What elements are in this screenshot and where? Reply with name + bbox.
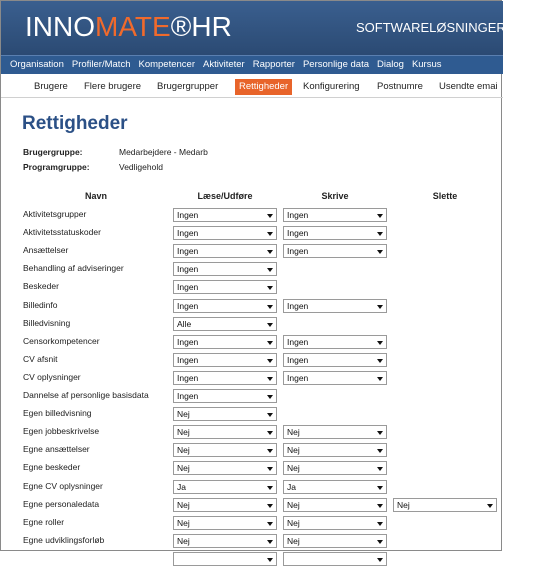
chevron-down-icon [377, 449, 383, 453]
read-permission-select[interactable] [173, 280, 277, 294]
permission-name: Egen jobbeskrivelse [23, 426, 100, 436]
select-value: Ingen [177, 210, 199, 220]
main-nav-item[interactable]: Organisation [10, 59, 64, 70]
write-permission-select[interactable] [283, 534, 387, 548]
main-nav-item[interactable]: Rapporter [252, 59, 295, 70]
chevron-down-icon [267, 232, 273, 236]
chevron-down-icon [377, 232, 383, 236]
select-value: Nej [177, 518, 190, 528]
write-permission-select[interactable] [283, 480, 387, 494]
sub-nav-item[interactable]: Postnumre [377, 81, 423, 92]
select-value: Ja [287, 482, 296, 492]
write-permission-select[interactable] [283, 226, 387, 240]
select-value: Ja [177, 482, 186, 492]
select-value: Ingen [177, 264, 199, 274]
chevron-down-icon [267, 522, 273, 526]
write-permission-select[interactable] [283, 498, 387, 512]
sub-nav-item[interactable]: Brugergrupper [157, 81, 219, 92]
read-permission-select[interactable] [173, 353, 277, 367]
delete-permission-select[interactable] [393, 498, 497, 512]
chevron-down-icon [267, 558, 273, 562]
write-permission-select[interactable] [283, 244, 387, 258]
chevron-down-icon [377, 504, 383, 508]
column-header-write: Skrive [321, 191, 349, 201]
chevron-down-icon [267, 377, 273, 381]
logo-accent-2: ATE [118, 11, 171, 42]
select-value: Ingen [177, 337, 199, 347]
select-value: Nej [287, 463, 300, 473]
permission-name: Egne udviklingsforløb [23, 535, 105, 545]
chevron-down-icon [267, 214, 273, 218]
select-value: Ingen [287, 228, 309, 238]
main-nav-item[interactable]: Aktiviteter [203, 59, 245, 70]
main-nav-item[interactable]: Kursus [411, 59, 442, 70]
select-value: Nej [287, 518, 300, 528]
write-permission-select[interactable] [283, 299, 387, 313]
read-permission-select[interactable] [173, 461, 277, 475]
select-value: Nej [287, 536, 300, 546]
read-permission-select[interactable] [173, 299, 277, 313]
read-permission-select[interactable] [173, 443, 277, 457]
sub-nav [1, 74, 503, 98]
select-value: Nej [177, 427, 190, 437]
select-value: Nej [287, 500, 300, 510]
programgruppe-label: Programgruppe: [23, 162, 90, 172]
read-permission-select[interactable] [173, 407, 277, 421]
read-permission-select[interactable] [173, 262, 277, 276]
chevron-down-icon [267, 540, 273, 544]
permission-name: Egne CV oplysninger [23, 481, 103, 491]
sub-nav-item[interactable]: Usendte emai [439, 81, 498, 92]
read-permission-select[interactable] [173, 317, 277, 331]
select-value: Ingen [287, 301, 309, 311]
chevron-down-icon [377, 341, 383, 345]
select-value: Nej [177, 445, 190, 455]
chevron-down-icon [267, 413, 273, 417]
logo-suffix: ®HR [170, 11, 232, 42]
tagline: SOFTWARELØSNINGER TIL ST [356, 20, 548, 35]
permission-name: Ansættelser [23, 245, 69, 255]
select-value: Nej [287, 427, 300, 437]
read-permission-select[interactable] [173, 425, 277, 439]
write-permission-select[interactable] [283, 461, 387, 475]
chevron-down-icon [377, 467, 383, 471]
read-permission-select[interactable] [173, 516, 277, 530]
write-permission-select[interactable] [283, 353, 387, 367]
header-banner [1, 1, 548, 55]
select-value: Ingen [287, 246, 309, 256]
permission-name: Billedvisning [23, 318, 71, 328]
chevron-down-icon [267, 268, 273, 272]
permission-name: Aktivitetsgrupper [23, 209, 87, 219]
read-permission-select[interactable] [173, 208, 277, 222]
sub-nav-item[interactable]: Flere brugere [84, 81, 142, 92]
write-permission-select[interactable] [283, 335, 387, 349]
brugergruppe-value: Medarbejdere - Medarb [119, 147, 208, 157]
permission-name: Egne personaledata [23, 499, 100, 509]
select-value: Nej [177, 500, 190, 510]
select-value: Ingen [177, 246, 199, 256]
select-value: Ingen [287, 210, 309, 220]
write-permission-select[interactable] [283, 208, 387, 222]
read-permission-select[interactable] [173, 480, 277, 494]
read-permission-select[interactable] [173, 534, 277, 548]
logo [25, 11, 232, 43]
write-permission-select[interactable] [283, 516, 387, 530]
sub-nav-item[interactable]: Rettigheder [235, 79, 292, 95]
permission-name: Egne ansættelser [23, 444, 90, 454]
write-permission-select[interactable] [283, 425, 387, 439]
write-permission-select[interactable] [283, 371, 387, 385]
read-permission-select[interactable] [173, 498, 277, 512]
select-value: Nej [177, 536, 190, 546]
select-value: Alle [177, 319, 192, 329]
select-value: Ingen [177, 228, 199, 238]
main-nav-item[interactable]: Profiler/Match [71, 59, 131, 70]
chevron-down-icon [267, 305, 273, 309]
select-value: Nej [287, 445, 300, 455]
column-header-name: Navn [84, 191, 107, 201]
chevron-down-icon [377, 377, 383, 381]
chevron-down-icon [267, 250, 273, 254]
write-permission-select[interactable] [283, 552, 387, 566]
page-title: Rettigheder [22, 113, 128, 134]
sub-nav-item[interactable]: Konfigurering [303, 81, 360, 92]
chevron-down-icon [377, 305, 383, 309]
main-nav-item[interactable]: Kompetencer [138, 59, 195, 70]
select-value: Nej [177, 463, 190, 473]
chevron-down-icon [267, 449, 273, 453]
permission-name: CV oplysninger [23, 372, 81, 382]
logo-text: INNO [25, 11, 95, 42]
chevron-down-icon [377, 431, 383, 435]
select-value: Nej [177, 409, 190, 419]
permission-name: Dannelse af personlige basisdata [23, 390, 149, 400]
brugergruppe-label: Brugergruppe: [23, 147, 83, 157]
chevron-down-icon [377, 250, 383, 254]
chevron-down-icon [377, 522, 383, 526]
chevron-down-icon [267, 286, 273, 290]
select-value: Nej [397, 500, 410, 510]
column-header-delete: Slette [432, 191, 458, 201]
select-value: Ingen [287, 337, 309, 347]
select-value: Ingen [177, 373, 199, 383]
main-nav [1, 55, 503, 74]
chevron-down-icon [267, 504, 273, 508]
read-permission-select[interactable] [173, 335, 277, 349]
main-nav-item[interactable]: Dialog [377, 59, 404, 70]
permission-name: Billedinfo [23, 300, 58, 310]
chevron-down-icon [267, 467, 273, 471]
sub-nav-item[interactable]: Brugere [34, 81, 68, 92]
chevron-down-icon [267, 359, 273, 363]
chevron-down-icon [267, 395, 273, 399]
select-value: Ingen [177, 391, 199, 401]
chevron-down-icon [267, 323, 273, 327]
select-value: Ingen [177, 282, 199, 292]
chevron-down-icon [267, 431, 273, 435]
write-permission-select[interactable] [283, 443, 387, 457]
select-value: Ingen [177, 301, 199, 311]
read-permission-select[interactable] [173, 389, 277, 403]
chevron-down-icon [487, 504, 493, 508]
chevron-down-icon [377, 359, 383, 363]
read-permission-select[interactable] [173, 244, 277, 258]
read-permission-select[interactable] [173, 371, 277, 385]
select-value: Ingen [287, 355, 309, 365]
permission-name: Aktivitetsstatuskoder [23, 227, 101, 237]
read-permission-select[interactable] [173, 226, 277, 240]
permission-name: Egne beskeder [23, 462, 81, 472]
chevron-down-icon [267, 486, 273, 490]
programgruppe-value: Vedligehold [119, 162, 163, 172]
permission-name: CV afsnit [23, 354, 58, 364]
chevron-down-icon [377, 486, 383, 490]
read-permission-select[interactable] [173, 552, 277, 566]
permission-name: Censorkompetencer [23, 336, 100, 346]
chevron-down-icon [377, 214, 383, 218]
permission-name: Beskeder [23, 281, 59, 291]
permission-name: Egne roller [23, 517, 65, 527]
logo-accent: M [95, 11, 119, 42]
column-header-read: Læse/Udføre [197, 191, 253, 201]
main-nav-item[interactable]: Personlige data [302, 59, 369, 70]
select-value: Ingen [287, 373, 309, 383]
chevron-down-icon [377, 540, 383, 544]
chevron-down-icon [267, 341, 273, 345]
select-value: Ingen [177, 355, 199, 365]
chevron-down-icon [377, 558, 383, 562]
permission-name: Behandling af adviseringer [23, 263, 124, 273]
permission-name: Egen billedvisning [23, 408, 92, 418]
